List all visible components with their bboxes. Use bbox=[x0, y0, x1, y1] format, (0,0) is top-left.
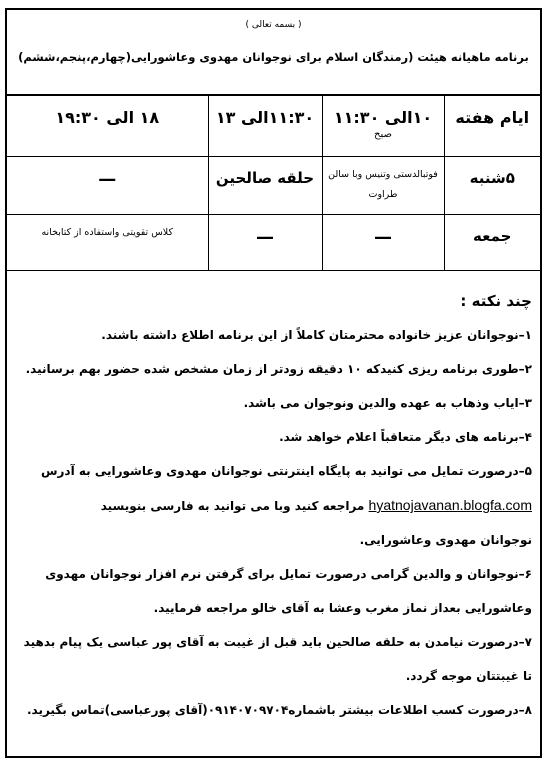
note-6a: ۶–نوجوانان و والدین گرامی درصورت تمایل برای گرفتن نرم افزار نوجوانان مهدوی bbox=[45, 567, 532, 581]
website-link[interactable]: hyatnojavanan.blogfa.com bbox=[368, 497, 532, 513]
table-cell: — bbox=[208, 215, 322, 271]
note-7a: ۷–درصورت نیامدن به حلقه صالحین باید قبل از غیبت به آقای پور عباسی یک پیام بدهید bbox=[23, 635, 532, 649]
table-cell: جمعه bbox=[444, 215, 540, 271]
document-header bbox=[7, 10, 540, 96]
table-header-cell: ایام هفته bbox=[444, 94, 540, 157]
note-7b: تا غیبتتان موجه گردد. bbox=[405, 669, 532, 683]
table-cell: حلقه صالحین bbox=[208, 157, 322, 215]
table-cell: فوتبالدستی وتنیس وبا سالن طراوت bbox=[322, 157, 444, 215]
table-cell: کلاس تقویتی واستفاده از کتابخانه bbox=[7, 215, 208, 271]
notes-title: چند نکته : bbox=[460, 292, 532, 310]
table-header-cell: ۱۸ الی ۱۹:۳۰ bbox=[7, 94, 208, 157]
table-cell: ۵شنبه bbox=[444, 157, 540, 215]
table-header-cell: ۱۱:۳۰الی ۱۳ bbox=[208, 94, 322, 157]
table-row bbox=[7, 94, 540, 157]
note-3: ۳–ایاب وذهاب به عهده والدین ونوجوان می باشد. bbox=[243, 396, 532, 410]
table-cell: — bbox=[7, 157, 208, 215]
schedule-table bbox=[7, 94, 540, 271]
document-page bbox=[5, 8, 542, 758]
notes-section bbox=[13, 292, 532, 727]
table-header-cell: ۱۰الی ۱۱:۳۰ صبح bbox=[322, 94, 444, 157]
note-5a: ۵–درصورت تمایل می توانید به پایگاه اینترنتی نوجوانان مهدوی وعاشورایی به آدرس bbox=[40, 464, 532, 478]
table-row bbox=[7, 215, 540, 271]
note-4: ۴–برنامه های دیگر متعاقباً اعلام خواهد شد. bbox=[279, 430, 532, 444]
basmala-text: ( بسمه تعالی ) bbox=[245, 20, 302, 30]
note-5b: hyatnojavanan.blogfa.com مراجعه کنید وبا می توانید به فارسی بنویسید bbox=[13, 488, 532, 523]
note-2: ۲–طوری برنامه ریزی کنیدکه ۱۰ دقیقه زودتر از زمان مشخص شده حضور بهم برسانید. bbox=[25, 362, 532, 376]
phone-number: ۰۹۱۴۰۷۰۹۷۰۴ bbox=[207, 703, 289, 717]
note-6b: وعاشورایی بعداز نماز مغرب وعشا به آقای خالو مراجعه فرمایید. bbox=[153, 601, 532, 615]
table-cell: — bbox=[322, 215, 444, 271]
document-title: برنامه ماهیانه هیئت (رمندگان اسلام برای نوجوانان مهدوی وعاشورایی(چهارم،پنجم،ششم) bbox=[18, 50, 529, 64]
note-5c: نوجوانان مهدوی وعاشورایی. bbox=[359, 533, 532, 547]
table-row bbox=[7, 157, 540, 215]
note-1: ۱–نوجوانان عزیز خانواده محترمتان کاملاً از این برنامه اطلاع داشته باشند. bbox=[101, 328, 532, 342]
note-8: ۸–درصورت کسب اطلاعات بیشتر باشماره۰۹۱۴۰۷۰۹۷۰۴(آقای پورعباسی)تماس بگیرید. bbox=[26, 703, 532, 717]
